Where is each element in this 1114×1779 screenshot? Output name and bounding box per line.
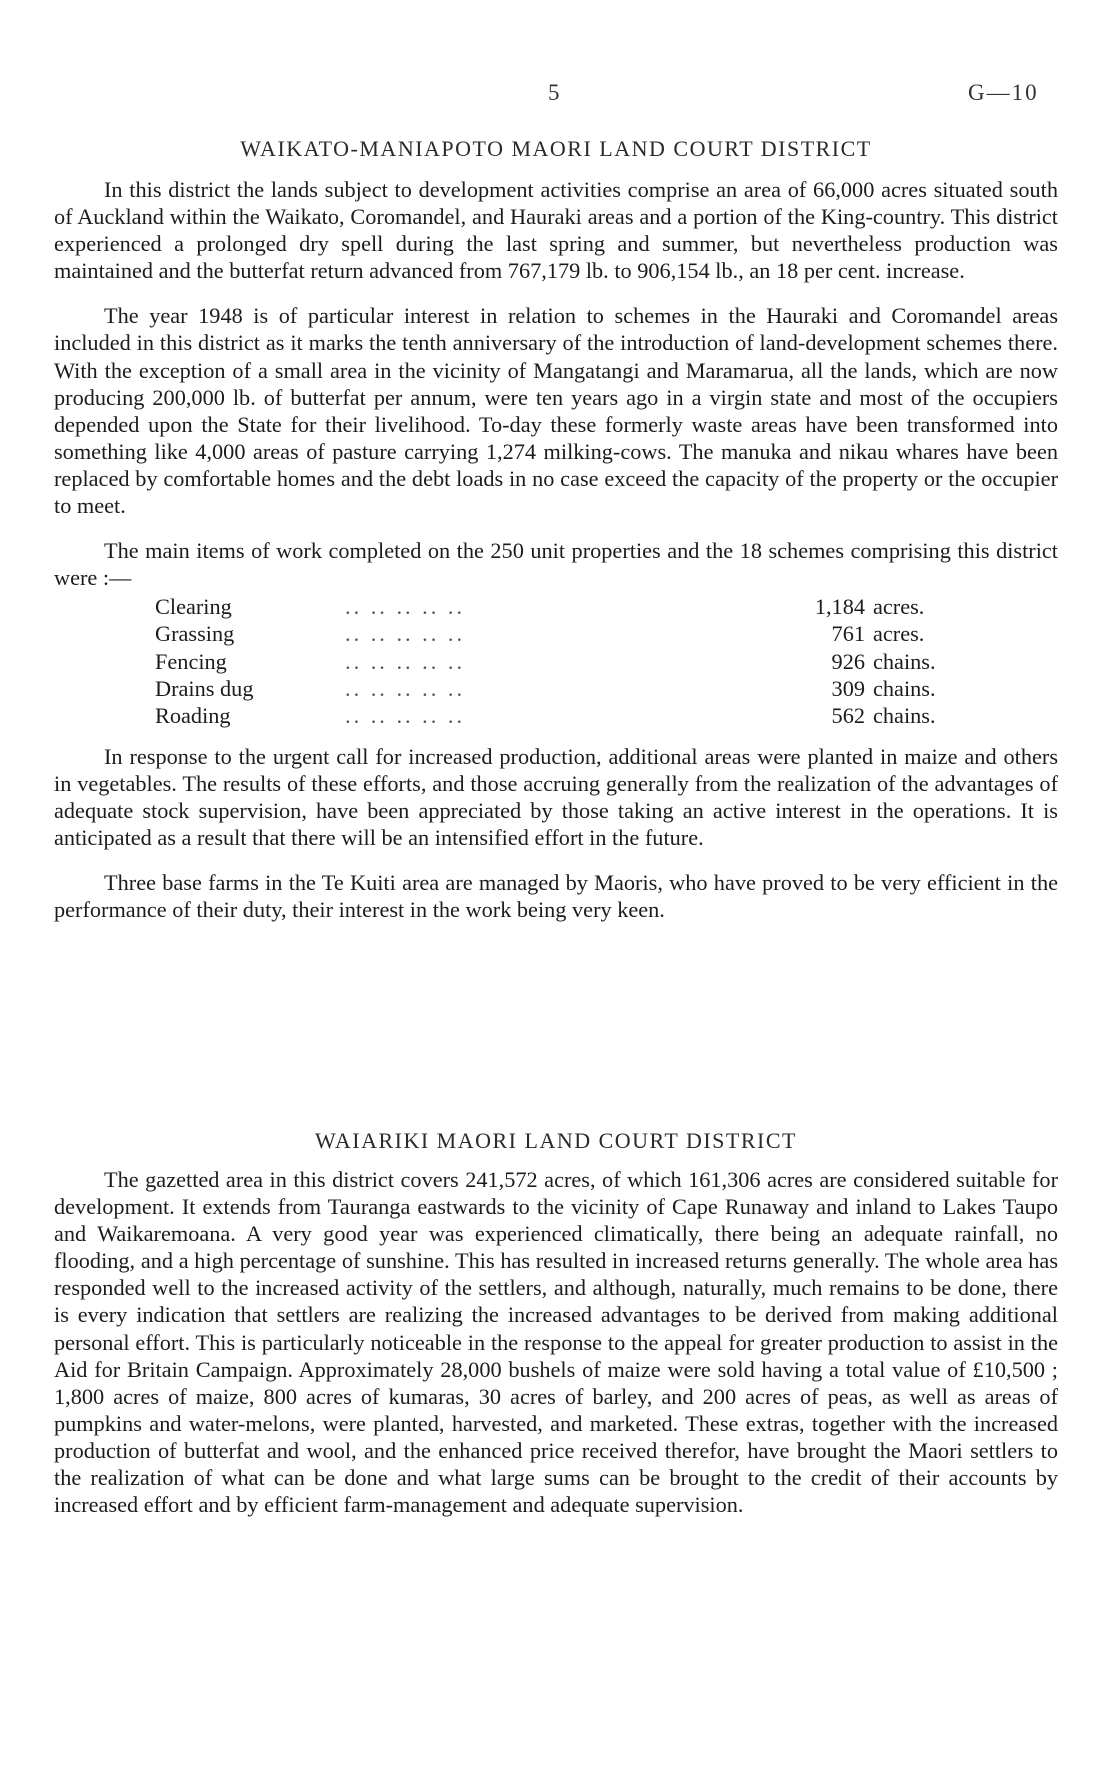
paragraph: In response to the urgent call for increased production, additional areas were planted in maize and others in vegetables. The results of these efforts, and those accruing generally from the realization of the advantages of adequate stock supervision, have been appreciated by those taking an active interest in the operations. It is anticipated as a result that there will be an intensified effort in the future.	[54, 743, 1058, 851]
paragraph: The year 1948 is of particular interest in relation to schemes in the Hauraki and Coromandel areas included in this district as it marks the tenth anniversary of the introduction of land-development schemes there. With the exception of a small area in the vicinity of Mangatangi and Maramarua, all the lands, which are now producing 200,000 lb. of butterfat per annum, were ten years ago in a virgin state and most of the occupiers depended upon the State for their livelihood. To-day these formerly waste areas have been transformed into something like 4,000 areas of pasture carrying 1,274 milking-cows. The manuka and nikau whares have been replaced by comfortable homes and the debt loads in no case exceed the capacity of the property or the occupier to meet.	[54, 303, 1058, 519]
paragraph: The main items of work completed on the 250 unit properties and the 18 schemes comprising this district were :—	[54, 538, 1058, 591]
leader-dots: .. .. .. .. ..	[345, 675, 466, 701]
table-row	[155, 702, 963, 729]
table-row	[155, 648, 963, 675]
work-item-quantity: 926	[831, 648, 865, 674]
work-item-label: Roading	[155, 702, 231, 728]
leader-dots: .. .. .. .. ..	[345, 702, 466, 728]
paragraph: In this district the lands subject to development activities comprise an area of 66,000 acres situated south of Auckland within the Waikato, Coromandel, and Hauraki areas and a portion of the King-country. This district experienced a prolonged dry spell during the last spring and summer, but nevertheless production was maintained and the butterfat return advanced from 767,179 lb. to 906,154 lb., an 18 per cent. increase.	[54, 177, 1058, 284]
work-item-quantity: 562	[831, 702, 865, 728]
work-item-unit: chains.	[873, 648, 936, 674]
work-item-unit: acres.	[873, 621, 925, 647]
section-title: WAIKATO-MANIAPOTO MAORI LAND COURT DISTRICT	[240, 136, 872, 161]
work-item-unit: acres.	[873, 594, 925, 620]
work-item-unit: chains.	[873, 702, 936, 728]
work-item-unit: chains.	[873, 675, 936, 701]
section-title: WAIARIKI MAORI LAND COURT DISTRICT	[315, 1128, 797, 1153]
document-reference: G—10	[968, 80, 1039, 105]
work-item-quantity: 761	[831, 621, 865, 647]
paragraph: The gazetted area in this district covers 241,572 acres, of which 161,306 acres are considered suitable for development. It extends from Tauranga eastwards to the vicinity of Cape Runaway and inland to Lakes Taupo and Waikaremoana. A very good year was experienced climatically, there being an adequate rainfall, no flooding, and a high percentage of sunshine. This has resulted in increased returns generally. The whole area has responded well to the increased activity of the settlers, and although, naturally, much remains to be done, there is every indication that settlers are realizing the increased advantages to be derived from making additional personal effort. This is particularly noticeable in the response to the appeal for greater production to assist in the Aid for Britain Campaign. Approximately 28,000 bushels of maize were sold having a total value of £10,500 ; 1,800 acres of maize, 800 acres of kumaras, 30 acres of barley, and 200 acres of peas, as well as areas of pumpkins and water-melons, were planted, harvested, and marketed. These extras, together with the increased production of butterfat and wool, and the enhanced price received therefor, have brought the Maori settlers to the realization of what can be done and what large sums can be brought to the credit of their accounts by increased effort and by efficient farm-management and adequate supervision.	[54, 1167, 1058, 1518]
page-number: 5	[548, 80, 562, 105]
work-item-label: Fencing	[155, 648, 227, 674]
table-row	[155, 620, 963, 647]
work-item-label: Clearing	[155, 594, 232, 620]
section-waikato-maniapoto	[54, 136, 1058, 923]
leader-dots: .. .. .. .. ..	[345, 648, 466, 674]
work-item-label: Drains dug	[155, 675, 254, 701]
work-item-label: Grassing	[155, 621, 235, 647]
work-item-quantity: 309	[831, 675, 865, 701]
paragraph: Three base farms in the Te Kuiti area are managed by Maoris, who have proved to be very efficient in the performance of their duty, their interest in the work being very keen.	[54, 870, 1058, 923]
work-item-quantity: 1,184	[814, 594, 865, 620]
table-row	[155, 593, 963, 620]
section-waiariki	[54, 1128, 1058, 1518]
table-row	[155, 675, 963, 702]
work-items-table	[155, 593, 963, 728]
leader-dots: .. .. .. .. ..	[345, 621, 466, 647]
leader-dots: .. .. .. .. ..	[345, 594, 466, 620]
